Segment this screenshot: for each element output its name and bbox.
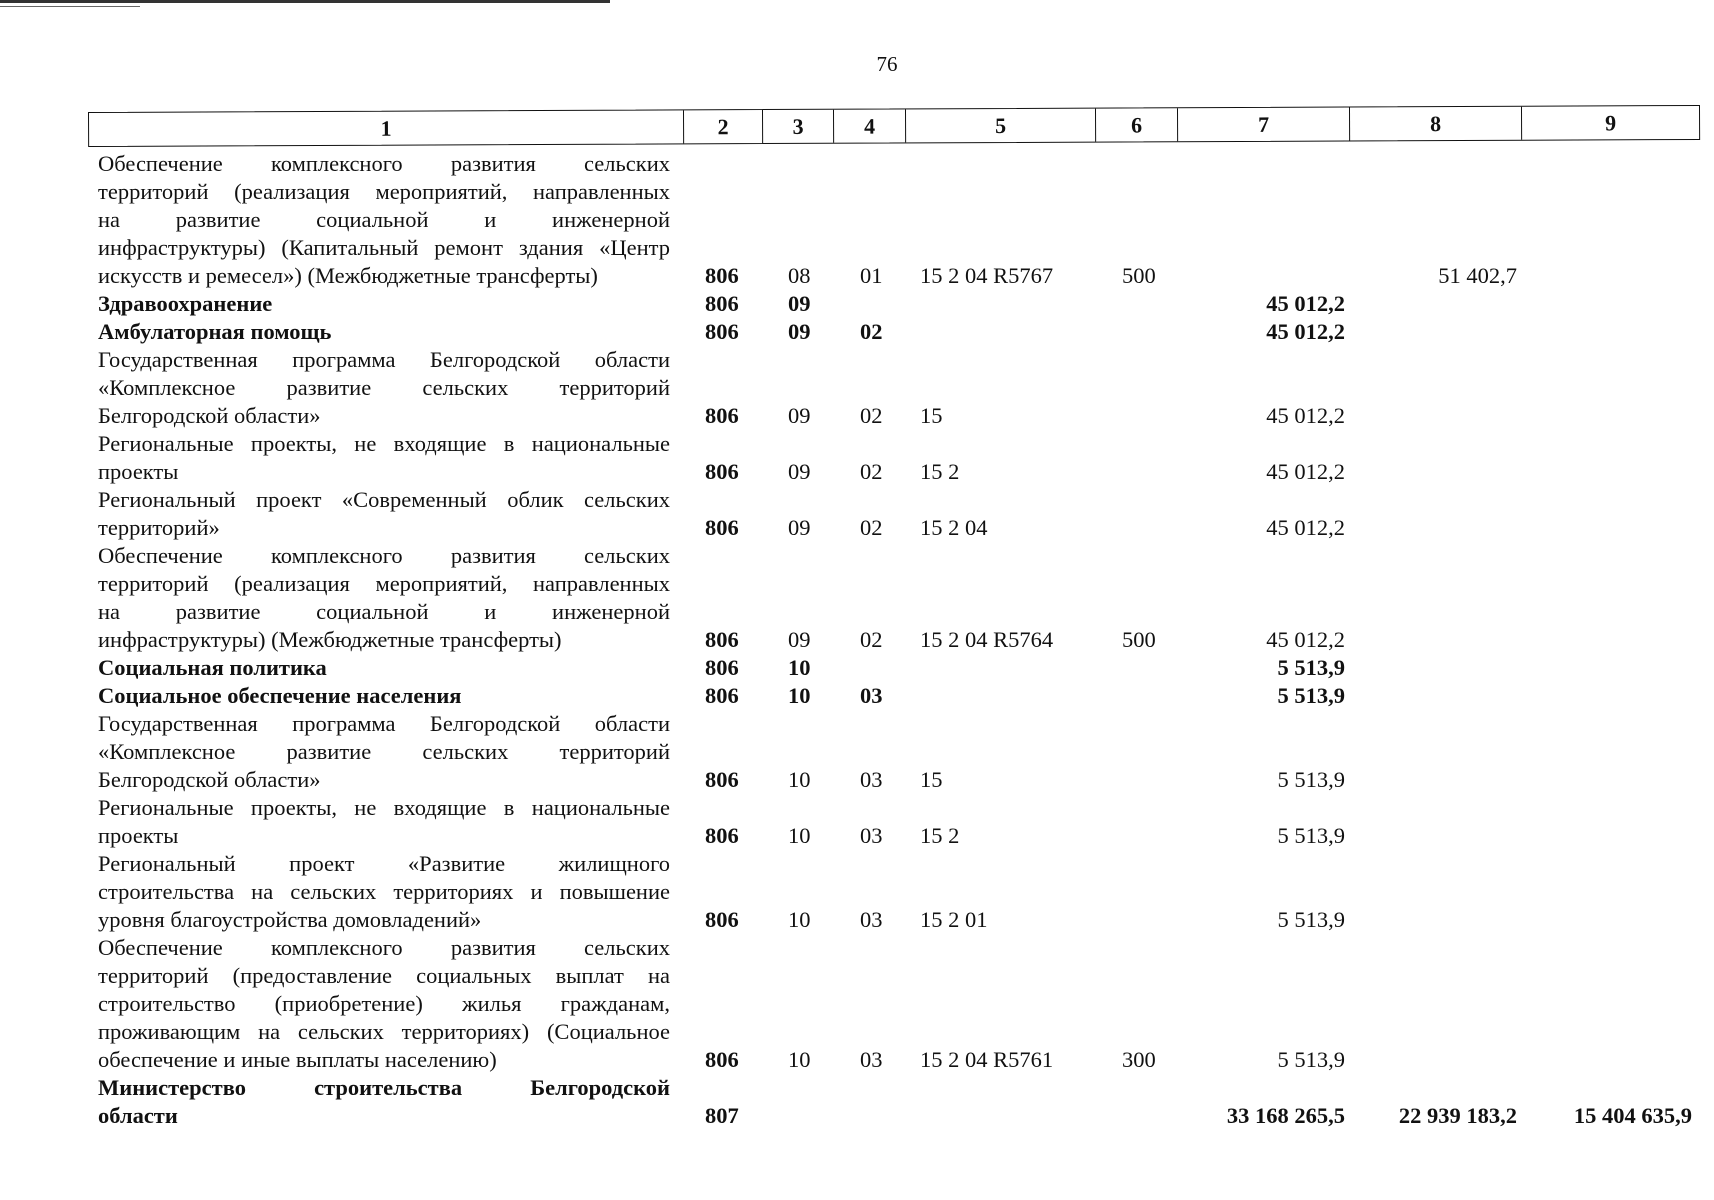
row-description [98, 290, 670, 318]
cell-col-2: 806 [705, 1047, 739, 1072]
row-description [98, 682, 670, 710]
table-row [0, 654, 1714, 682]
cell-col-2: 806 [705, 823, 739, 848]
cell-col-2: 806 [705, 403, 739, 428]
cell-col-3: 09 [788, 515, 811, 540]
cell-col-2: 806 [705, 459, 739, 484]
header-col-4: 4 [833, 109, 905, 142]
description-line: Министерство строительства Белгородской [98, 1075, 670, 1100]
header-col-5: 5 [905, 109, 1095, 143]
cell-col-3: 10 [788, 1047, 811, 1072]
cell-col-3: 10 [788, 655, 811, 680]
cell-col-7: 45 012,2 [1266, 459, 1345, 484]
description-line: Социальное обеспечение населения [98, 683, 462, 708]
cell-col-5: 15 2 04 R5764 [920, 627, 1054, 652]
row-description [98, 430, 670, 486]
description-line: Региональный проект «Развитие жилищного [98, 851, 670, 876]
cell-col-8: 51 402,7 [1438, 263, 1517, 288]
description-line: территорий (реализация мероприятий, направленных [98, 571, 670, 596]
row-description [98, 1074, 670, 1130]
row-description [98, 542, 670, 654]
description-line: строительства на сельских территориях и повышение [98, 879, 670, 904]
cell-col-3: 09 [788, 627, 811, 652]
cell-col-5: 15 [920, 767, 943, 792]
cell-col-2: 807 [705, 1103, 739, 1128]
cell-col-4: 01 [860, 263, 883, 288]
description-line: Социальная политика [98, 655, 327, 680]
row-description [98, 934, 670, 1074]
cell-col-6: 300 [1122, 1047, 1156, 1072]
row-description [98, 710, 670, 794]
cell-col-7: 5 513,9 [1277, 823, 1345, 848]
description-line: искусств и ремесел») (Межбюджетные трансферты) [98, 263, 598, 288]
table-header-row [88, 105, 1700, 147]
row-description [98, 150, 670, 290]
cell-col-3: 10 [788, 823, 811, 848]
table-row [0, 318, 1714, 346]
cell-col-5: 15 2 04 [920, 515, 988, 540]
cell-col-7: 45 012,2 [1266, 515, 1345, 540]
cell-col-4: 02 [860, 627, 883, 652]
cell-col-5: 15 2 04 R5767 [920, 263, 1054, 288]
table-row [0, 430, 1714, 486]
row-description [98, 486, 670, 542]
description-line: Белгородской области» [98, 767, 321, 792]
cell-col-3: 10 [788, 683, 811, 708]
table-row [0, 486, 1714, 542]
header-col-3: 3 [762, 110, 833, 143]
cell-col-3: 09 [788, 459, 811, 484]
cell-col-4: 03 [860, 907, 883, 932]
table-row [0, 850, 1714, 934]
cell-col-4: 03 [860, 683, 883, 708]
description-line: Государственная программа Белгородской области [98, 711, 670, 736]
cell-col-2: 806 [705, 319, 739, 344]
row-description [98, 346, 670, 430]
cell-col-7: 5 513,9 [1277, 655, 1345, 680]
cell-col-7: 5 513,9 [1277, 767, 1345, 792]
table-row [0, 1074, 1714, 1130]
row-description [98, 318, 670, 346]
cell-col-5: 15 2 [920, 823, 960, 848]
cell-col-2: 806 [705, 263, 739, 288]
table-row [0, 682, 1714, 710]
top-edge-rule [0, 0, 610, 3]
description-line: Амбулаторная помощь [98, 319, 332, 344]
top-edge-rule-secondary [0, 6, 140, 7]
header-col-8: 8 [1349, 107, 1521, 141]
table-row [0, 934, 1714, 1074]
table-row [0, 794, 1714, 850]
cell-col-4: 03 [860, 823, 883, 848]
cell-col-2: 806 [705, 767, 739, 792]
cell-col-7: 5 513,9 [1277, 1047, 1345, 1072]
description-line: на развитие социальной и инженерной [98, 207, 670, 232]
description-line: территорий (реализация мероприятий, направленных [98, 179, 670, 204]
cell-col-5: 15 2 01 [920, 907, 988, 932]
cell-col-2: 806 [705, 291, 739, 316]
description-line: Обеспечение комплексного развития сельских [98, 935, 670, 960]
row-description [98, 794, 670, 850]
cell-col-2: 806 [705, 627, 739, 652]
cell-col-3: 10 [788, 767, 811, 792]
description-line: проекты [98, 459, 179, 484]
table-row [0, 542, 1714, 654]
description-line: обеспечение и иные выплаты населению) [98, 1047, 497, 1072]
cell-col-2: 806 [705, 907, 739, 932]
cell-col-3: 10 [788, 907, 811, 932]
cell-col-3: 09 [788, 319, 811, 344]
cell-col-7: 45 012,2 [1266, 627, 1345, 652]
cell-col-8: 22 939 183,2 [1398, 1103, 1517, 1128]
table-row [0, 346, 1714, 430]
header-col-7: 7 [1177, 107, 1349, 141]
description-line: проживающим на сельских территориях) (Социальное [98, 1019, 670, 1044]
table-row [0, 150, 1714, 290]
cell-col-4: 03 [860, 767, 883, 792]
page-number: 76 [876, 52, 898, 76]
cell-col-4: 02 [860, 459, 883, 484]
cell-col-9: 15 404 635,9 [1573, 1103, 1692, 1128]
description-line: проекты [98, 823, 179, 848]
description-line: Государственная программа Белгородской области [98, 347, 670, 372]
cell-col-7: 45 012,2 [1266, 319, 1345, 344]
cell-col-4: 03 [860, 1047, 883, 1072]
cell-col-5: 15 [920, 403, 943, 428]
cell-col-2: 806 [705, 655, 739, 680]
description-line: на развитие социальной и инженерной [98, 599, 670, 624]
row-description [98, 850, 670, 934]
description-line: инфраструктуры) (Межбюджетные трансферты) [98, 627, 562, 652]
description-line: территорий (предоставление социальных выплат на [98, 963, 670, 988]
row-description [98, 654, 670, 682]
table-row [0, 710, 1714, 794]
description-line: уровня благоустройства домовладений» [98, 907, 482, 932]
cell-col-3: 08 [788, 263, 811, 288]
description-line: строительство (приобретение) жилья гражданам, [98, 991, 670, 1016]
description-line: «Комплексное развитие сельских территорий [98, 739, 670, 764]
description-line: Здравоохранение [98, 291, 273, 316]
cell-col-5: 15 2 [920, 459, 960, 484]
description-line: области [98, 1103, 178, 1128]
cell-col-6: 500 [1122, 627, 1156, 652]
cell-col-4: 02 [860, 515, 883, 540]
description-line: Белгородской области» [98, 403, 321, 428]
header-col-9: 9 [1521, 106, 1699, 140]
header-col-6: 6 [1095, 108, 1177, 141]
header-col-1: 1 [380, 115, 392, 141]
cell-col-5: 15 2 04 R5761 [920, 1047, 1054, 1072]
cell-col-2: 806 [705, 683, 739, 708]
cell-col-2: 806 [705, 515, 739, 540]
description-line: территорий» [98, 515, 220, 540]
description-line: инфраструктуры) (Капитальный ремонт здания «Центр [98, 235, 670, 260]
cell-col-7: 5 513,9 [1277, 907, 1345, 932]
header-col-2: 2 [683, 110, 762, 143]
description-line: Обеспечение комплексного развития сельских [98, 151, 670, 176]
description-line: Обеспечение комплексного развития сельских [98, 543, 670, 568]
table-row [0, 290, 1714, 318]
cell-col-3: 09 [788, 291, 811, 316]
description-line: Региональный проект «Современный облик сельских [98, 487, 670, 512]
cell-col-3: 09 [788, 403, 811, 428]
cell-col-7: 45 012,2 [1266, 403, 1345, 428]
description-line: Региональные проекты, не входящие в национальные [98, 431, 670, 456]
cell-col-6: 500 [1122, 263, 1156, 288]
cell-col-7: 33 168 265,5 [1226, 1103, 1345, 1128]
cell-col-4: 02 [860, 403, 883, 428]
description-line: «Комплексное развитие сельских территорий [98, 375, 670, 400]
cell-col-7: 5 513,9 [1277, 683, 1345, 708]
description-line: Региональные проекты, не входящие в национальные [98, 795, 670, 820]
cell-col-4: 02 [860, 319, 883, 344]
cell-col-7: 45 012,2 [1266, 291, 1345, 316]
